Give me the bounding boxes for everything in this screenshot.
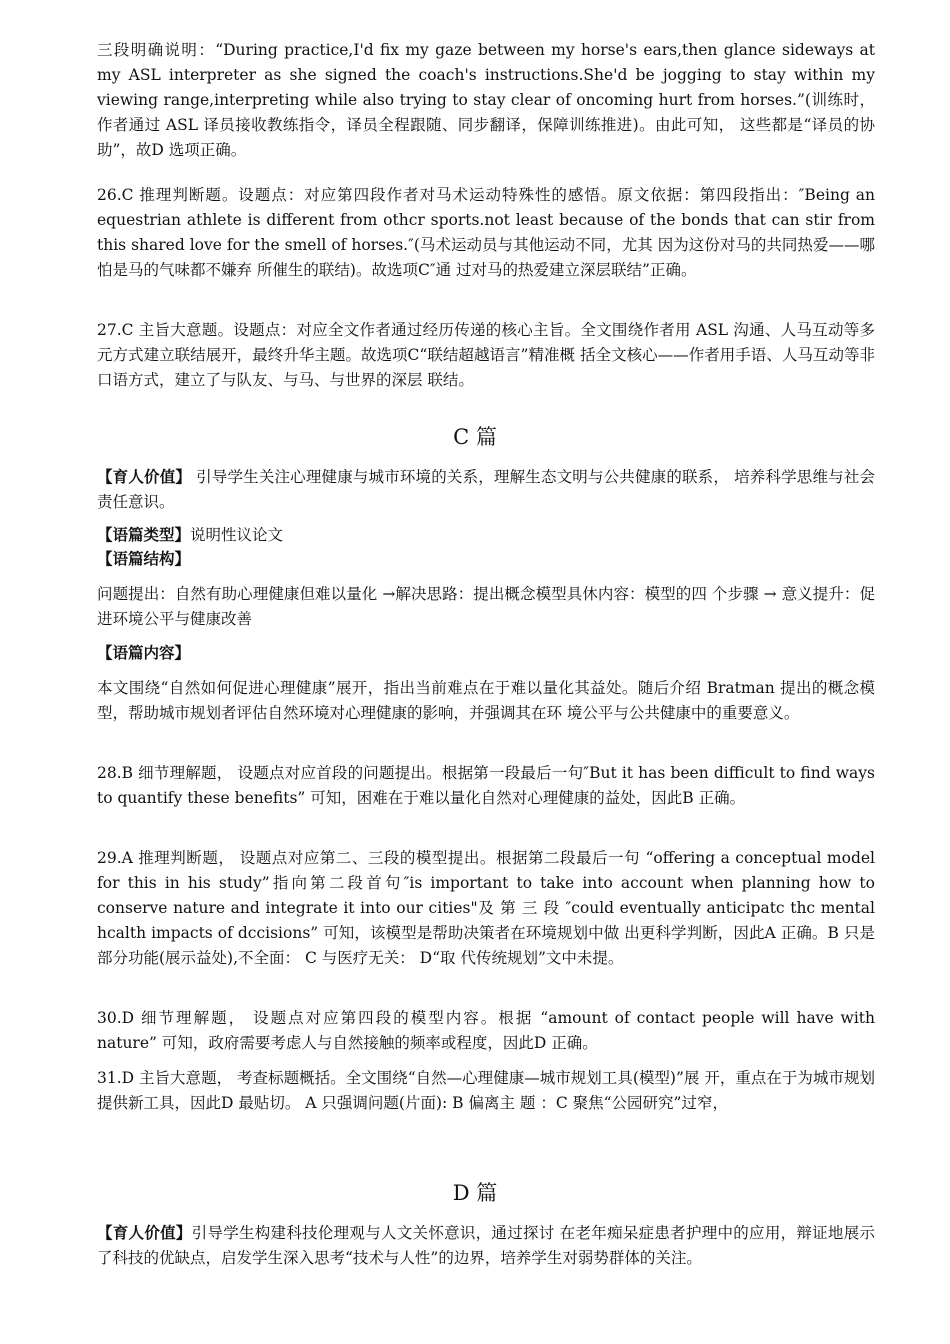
q26-explanation: 26.C 推理判断题。设题点：对应第四段作者对马术运动特殊性的感悟。原文依据：第四段指出：″Being an equestrian athlete is different from othcr sports.not least because of the bonds that can stir from this shared love for the smell of horses.″(马术运动员与其他运动不同，尤其 因为这份对马的共同热爱——哪怕是马的气味都不嫌弃 所催生的联结)。故选项C″通 过对马的热爱建立深层联结”正确。 [97,186,875,279]
q28-explanation: 28.B 细节理解题， 设题点对应首段的问题提出。根据第一段最后一句″But it has been difficult to find ways to quantify these benefits” 可知，困难在于难以量化自然对心理健康的益处，因此B 正确。 [97,764,875,807]
value-text: 引导学生关注心理健康与城市环境的关系，理解生态文明与公共健康的联系， 培养科学思维与社会责任意识。 [97,468,875,511]
type-text: 说明性议论文 [190,526,284,544]
type-label: 【语篇类型】 [97,525,191,544]
q31-explanation: 31.D 主旨大意题， 考查标题概括。全文围绕“自然—心理健康—城市规划工具(模型)”展 开，重点在于为城市规划提供新工具，因此D 最贴切。 A 只强调问题(片面): B 偏离主 题 ：C 聚焦“公园研究”过窄， [97,1069,875,1112]
section-c-structure-label [97,546,875,572]
q30-explanation: 30.D 细节理解题， 设题点对应第四段的模型内容。根据 “amount of contact people will have with nature” 可知，政府需要考虑人与自然接触的频率或程度，因此D 正确。 [97,1009,875,1052]
section-c-value [97,464,875,515]
q27-explanation: 27.C 主旨大意题。设题点：对应全文作者通过经历传递的核心主旨。全文围绕作者用 ASL 沟通、人马互动等多元方式建立联结展开，最终升华主题。故选项C“联结超越语言”精准概 括全文核心——作者用手语、人马互动等非口语方式，建立了与队友、与马、与世界的深层 联结。 [97,321,875,389]
section-d-heading: D 篇 [452,1181,498,1205]
section-c-type [97,522,875,548]
value-label: 【育人价值】 [97,1223,192,1242]
section-c-content: 本文围绕“自然如何促进心理健康”展开，指出当前难点在于难以量化其益处。随后介绍 Bratman 提出的概念模型，帮助城市规划者评估自然环境对心理健康的影响，并强调其在环 境公平与公共健康中的重要意义。 [97,679,875,722]
content-label: 【语篇内容】 [97,643,191,662]
q29-explanation: 29.A 推理判断题， 设题点对应第二、三段的模型提出。根据第二段最后一句 “offering a conceptual model for this in his study”指向第二段首句″is important to take into account when planning how to conserve nature and integrate it into our cities"及 第 三 段 ″could eventually anticipatc thc mental hcalth impacts of dccisions” 可知，该模型是帮助决策者在环境规划中做 出更科学判断，因此A 正确。B 只是部分功能(展示益处),不全面： C 与医疗无关： D“取 代传统规划”文中未提。 [97,849,875,967]
section-c-heading: C 篇 [453,425,497,449]
section-c-content-label [97,640,875,666]
value-text: 引导学生构建科技伦理观与人文关怀意识，通过探讨 在老年痴呆症患者护理中的应用，辩证地展示了科技的优缺点，启发学生深入思考“技术与人性”的边界，培养学生对弱势群体的关注。 [97,1224,875,1267]
section-d-value [97,1220,875,1271]
q25-explanation-continued: 三段明确说明：“During practice,I'd fix my gaze between my horse's ears,then glance sideways at my ASL interpreter as she signed the coach's instructions.She'd be jogging to stay within my viewing range,interpreting while also trying to stay clear of oncoming hurt from horses.”(训练时， 作者通过 ASL 译员接收教练指令，译员全程跟随、同步翻译，保障训练推进)。由此可知， 这些都是“译员的协助”，故D 选项正确。 [97,41,875,159]
value-label: 【育人价值】 [97,467,192,486]
section-c-structure: 问题提出：自然有助心理健康但难以量化 →解决思路：提出概念模型具休内容：模型的四 个步骤 → 意义提升：促进环境公平与健康改善 [97,585,875,628]
structure-label: 【语篇结构】 [97,549,191,568]
